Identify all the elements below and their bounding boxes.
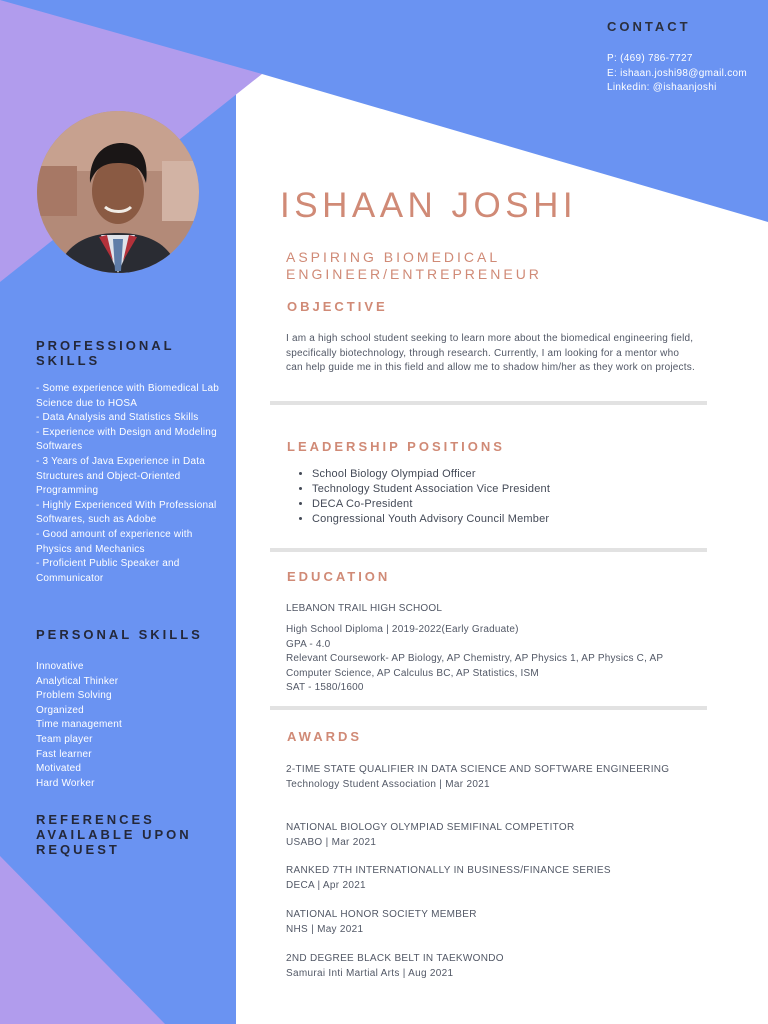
list-item: • Technology Student Association Vice President: [312, 482, 712, 497]
professional-skills-list: [36, 382, 228, 586]
award-detail: DECA | Apr 2021: [286, 879, 366, 891]
education-gpa: GPA - 4.0: [286, 638, 331, 650]
list-item: Motivated: [36, 763, 82, 775]
list-item: Analytical Thinker: [36, 675, 119, 687]
award-detail: Samurai Inti Martial Arts | Aug 2021: [286, 967, 454, 979]
award-title: NATIONAL BIOLOGY OLYMPIAD SEMIFINAL COMPETITOR: [286, 822, 575, 833]
education-diploma: High School Diploma | 2019-2022(Early Graduate): [286, 624, 519, 635]
education-heading: EDUCATION: [287, 569, 391, 584]
candidate-title: [286, 249, 542, 283]
award-title: 2-TIME STATE QUALIFIER IN DATA SCIENCE AND SOFTWARE ENGINEERING: [286, 764, 670, 775]
section-divider: [270, 548, 707, 552]
award-title: RANKED 7TH INTERNATIONALLY IN BUSINESS/FINANCE SERIES: [286, 865, 611, 876]
list-item: - Proficient Public Speaker and Communicator: [36, 558, 180, 584]
award-item: [286, 821, 706, 850]
personal-skills-list: [36, 660, 228, 791]
list-item: - Highly Experienced With Professional Softwares, such as Adobe: [36, 499, 217, 526]
list-item: • Congressional Youth Advisory Council Member: [312, 512, 712, 527]
list-item: - Good amount of experience with Physics and Mechanics: [36, 528, 193, 555]
section-divider: [270, 706, 707, 710]
education-details: [286, 623, 686, 696]
award-item: [286, 763, 706, 792]
contact-heading: CONTACT: [607, 19, 691, 34]
section-divider: [270, 401, 707, 405]
leadership-list: [296, 467, 712, 527]
award-item: [286, 908, 706, 937]
objective-text: I am a high school student seeking to learn more about the biomedical engineering field, specifically biotechnology, through research. Currently, I am looking for a mentor who can help guide me in this field and allow me to shadow him/her as they work on projects.: [286, 333, 695, 374]
education-coursework: Relevant Coursework- AP Biology, AP Chemistry, AP Physics 1, AP Physics C, AP Computer Science, AP Calculus BC, AP Statistics, ISM: [286, 653, 664, 679]
objective-heading: OBJECTIVE: [287, 299, 388, 314]
list-item: - Some experience with Biomedical Lab Science due to HOSA: [36, 383, 220, 409]
list-item: Innovative: [36, 661, 84, 672]
contact-phone[interactable]: P: (469) 786-7727: [607, 53, 693, 64]
list-item: Organized: [36, 704, 84, 716]
leadership-heading: LEADERSHIP POSITIONS: [287, 439, 505, 454]
candidate-title-line-1: ASPIRING BIOMEDICAL: [286, 249, 501, 265]
award-title: 2ND DEGREE BLACK BELT IN TAEKWONDO: [286, 953, 504, 964]
education-school: LEBANON TRAIL HIGH SCHOOL: [286, 603, 443, 614]
candidate-name: ISHAAN JOSHI: [280, 186, 578, 225]
contact-email[interactable]: E: ishaan.joshi98@gmail.com: [607, 68, 747, 79]
list-item: • DECA Co-President: [312, 497, 712, 512]
list-item: - Experience with Design and Modeling Softwares: [36, 426, 217, 453]
award-title: NATIONAL HONOR SOCIETY MEMBER: [286, 909, 477, 920]
contact-linkedin[interactable]: Linkedin: @ishaanjoshi: [607, 82, 717, 93]
award-item: [286, 952, 706, 981]
award-detail: Technology Student Association | Mar 2021: [286, 778, 490, 790]
references-note: REFERENCES AVAILABLE UPON REQUEST: [36, 812, 192, 857]
profile-photo: [37, 111, 199, 273]
education-sat: SAT - 1580/1600: [286, 682, 364, 694]
list-item: - 3 Years of Java Experience in Data Structures and Object-Oriented Programming: [36, 455, 205, 497]
list-item: Hard Worker: [36, 777, 95, 789]
award-detail: NHS | May 2021: [286, 923, 364, 935]
list-item: Team player: [36, 733, 93, 745]
award-detail: USABO | Mar 2021: [286, 836, 377, 848]
candidate-title-line-2: ENGINEER/ENTREPRENEUR: [286, 266, 542, 282]
list-item: • School Biology Olympiad Officer: [312, 467, 712, 482]
professional-skills-heading: PROFESSIONAL SKILLS: [36, 338, 175, 368]
list-item: - Data Analysis and Statistics Skills: [36, 412, 199, 424]
list-item: Fast learner: [36, 748, 92, 760]
award-item: [286, 864, 706, 893]
list-item: Time management: [36, 719, 122, 731]
awards-heading: AWARDS: [287, 729, 363, 744]
list-item: Problem Solving: [36, 690, 112, 702]
personal-skills-heading: PERSONAL SKILLS: [36, 627, 203, 642]
